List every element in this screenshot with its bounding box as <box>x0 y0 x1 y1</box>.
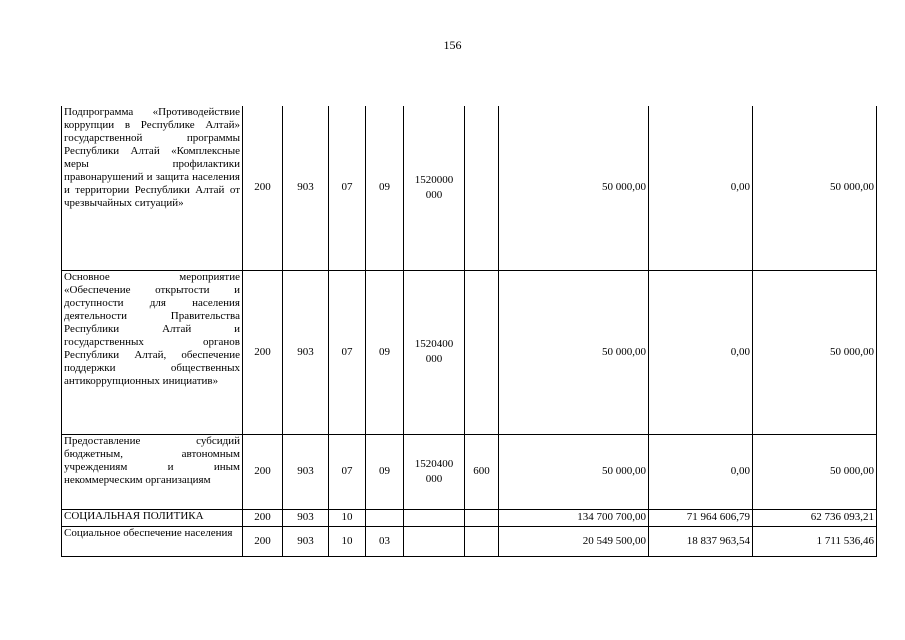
target-code-line1: 1520000 <box>414 173 454 186</box>
target-code <box>404 270 465 434</box>
target-code-line2: 000 <box>425 188 443 201</box>
amount-remaining: 50 000,00 <box>753 270 877 434</box>
amount-remaining: 50 000,00 <box>753 106 877 270</box>
admin-code: 200 <box>243 526 283 556</box>
row-name: Предоставление субсидий бюджетным, автономным учреждениям и иным некоммерческим организациям <box>62 434 243 509</box>
subsection-code: 09 <box>366 106 404 270</box>
table-row <box>62 509 877 526</box>
amount-planned: 50 000,00 <box>499 270 649 434</box>
target-code-line1: 1520400 <box>414 457 454 470</box>
row-name: СОЦИАЛЬНАЯ ПОЛИТИКА <box>62 509 243 526</box>
admin-code: 200 <box>243 270 283 434</box>
table-row <box>62 270 877 434</box>
amount-executed: 0,00 <box>649 434 753 509</box>
section-code: 10 <box>329 509 366 526</box>
target-code <box>404 526 465 556</box>
amount-planned: 50 000,00 <box>499 434 649 509</box>
expense-type: 600 <box>465 434 499 509</box>
ministry-code: 903 <box>283 270 329 434</box>
row-name: Основное мероприятие «Обеспечение открытости и доступности для населения деятельности Правительства Республики Алтай и государственных органов Республики Алтай, обеспечение поддержки общественных антикоррупционных инициатив» <box>62 270 243 434</box>
ministry-code: 903 <box>283 106 329 270</box>
table-row <box>62 106 877 270</box>
amount-planned: 134 700 700,00 <box>499 509 649 526</box>
ministry-code: 903 <box>283 434 329 509</box>
amount-planned: 20 549 500,00 <box>499 526 649 556</box>
expense-type <box>465 509 499 526</box>
amount-remaining: 62 736 093,21 <box>753 509 877 526</box>
expense-type <box>465 106 499 270</box>
target-code-line2: 000 <box>425 472 443 485</box>
amount-remaining: 1 711 536,46 <box>753 526 877 556</box>
target-code <box>404 106 465 270</box>
amount-planned: 50 000,00 <box>499 106 649 270</box>
section-code: 10 <box>329 526 366 556</box>
table-row <box>62 526 877 556</box>
section-code: 07 <box>329 106 366 270</box>
admin-code: 200 <box>243 106 283 270</box>
expense-type <box>465 270 499 434</box>
row-name: Подпрограмма «Противодействие коррупции в Республике Алтай» государственной программы Республики Алтай «Комплексные меры профилактики правонарушений и защита населения и территории Республики Алтай от чрезвычайных ситуаций» <box>62 106 243 270</box>
amount-executed: 71 964 606,79 <box>649 509 753 526</box>
target-code <box>404 509 465 526</box>
subsection-code: 09 <box>366 270 404 434</box>
section-code: 07 <box>329 270 366 434</box>
subsection-code: 09 <box>366 434 404 509</box>
table-row <box>62 434 877 509</box>
expense-type <box>465 526 499 556</box>
ministry-code: 903 <box>283 509 329 526</box>
target-code-line1: 1520400 <box>414 338 454 350</box>
subsection-code <box>366 509 404 526</box>
amount-executed: 0,00 <box>649 106 753 270</box>
ministry-code: 903 <box>283 526 329 556</box>
budget-table <box>61 106 877 557</box>
page-number: 156 <box>443 38 462 52</box>
subsection-code: 03 <box>366 526 404 556</box>
admin-code: 200 <box>243 509 283 526</box>
admin-code: 200 <box>243 434 283 509</box>
amount-executed: 18 837 963,54 <box>649 526 753 556</box>
target-code <box>404 434 465 509</box>
amount-remaining: 50 000,00 <box>753 434 877 509</box>
row-name: Социальное обеспечение населения <box>62 526 243 556</box>
amount-executed: 0,00 <box>649 270 753 434</box>
section-code: 07 <box>329 434 366 509</box>
target-code-line2: 000 <box>425 353 443 365</box>
